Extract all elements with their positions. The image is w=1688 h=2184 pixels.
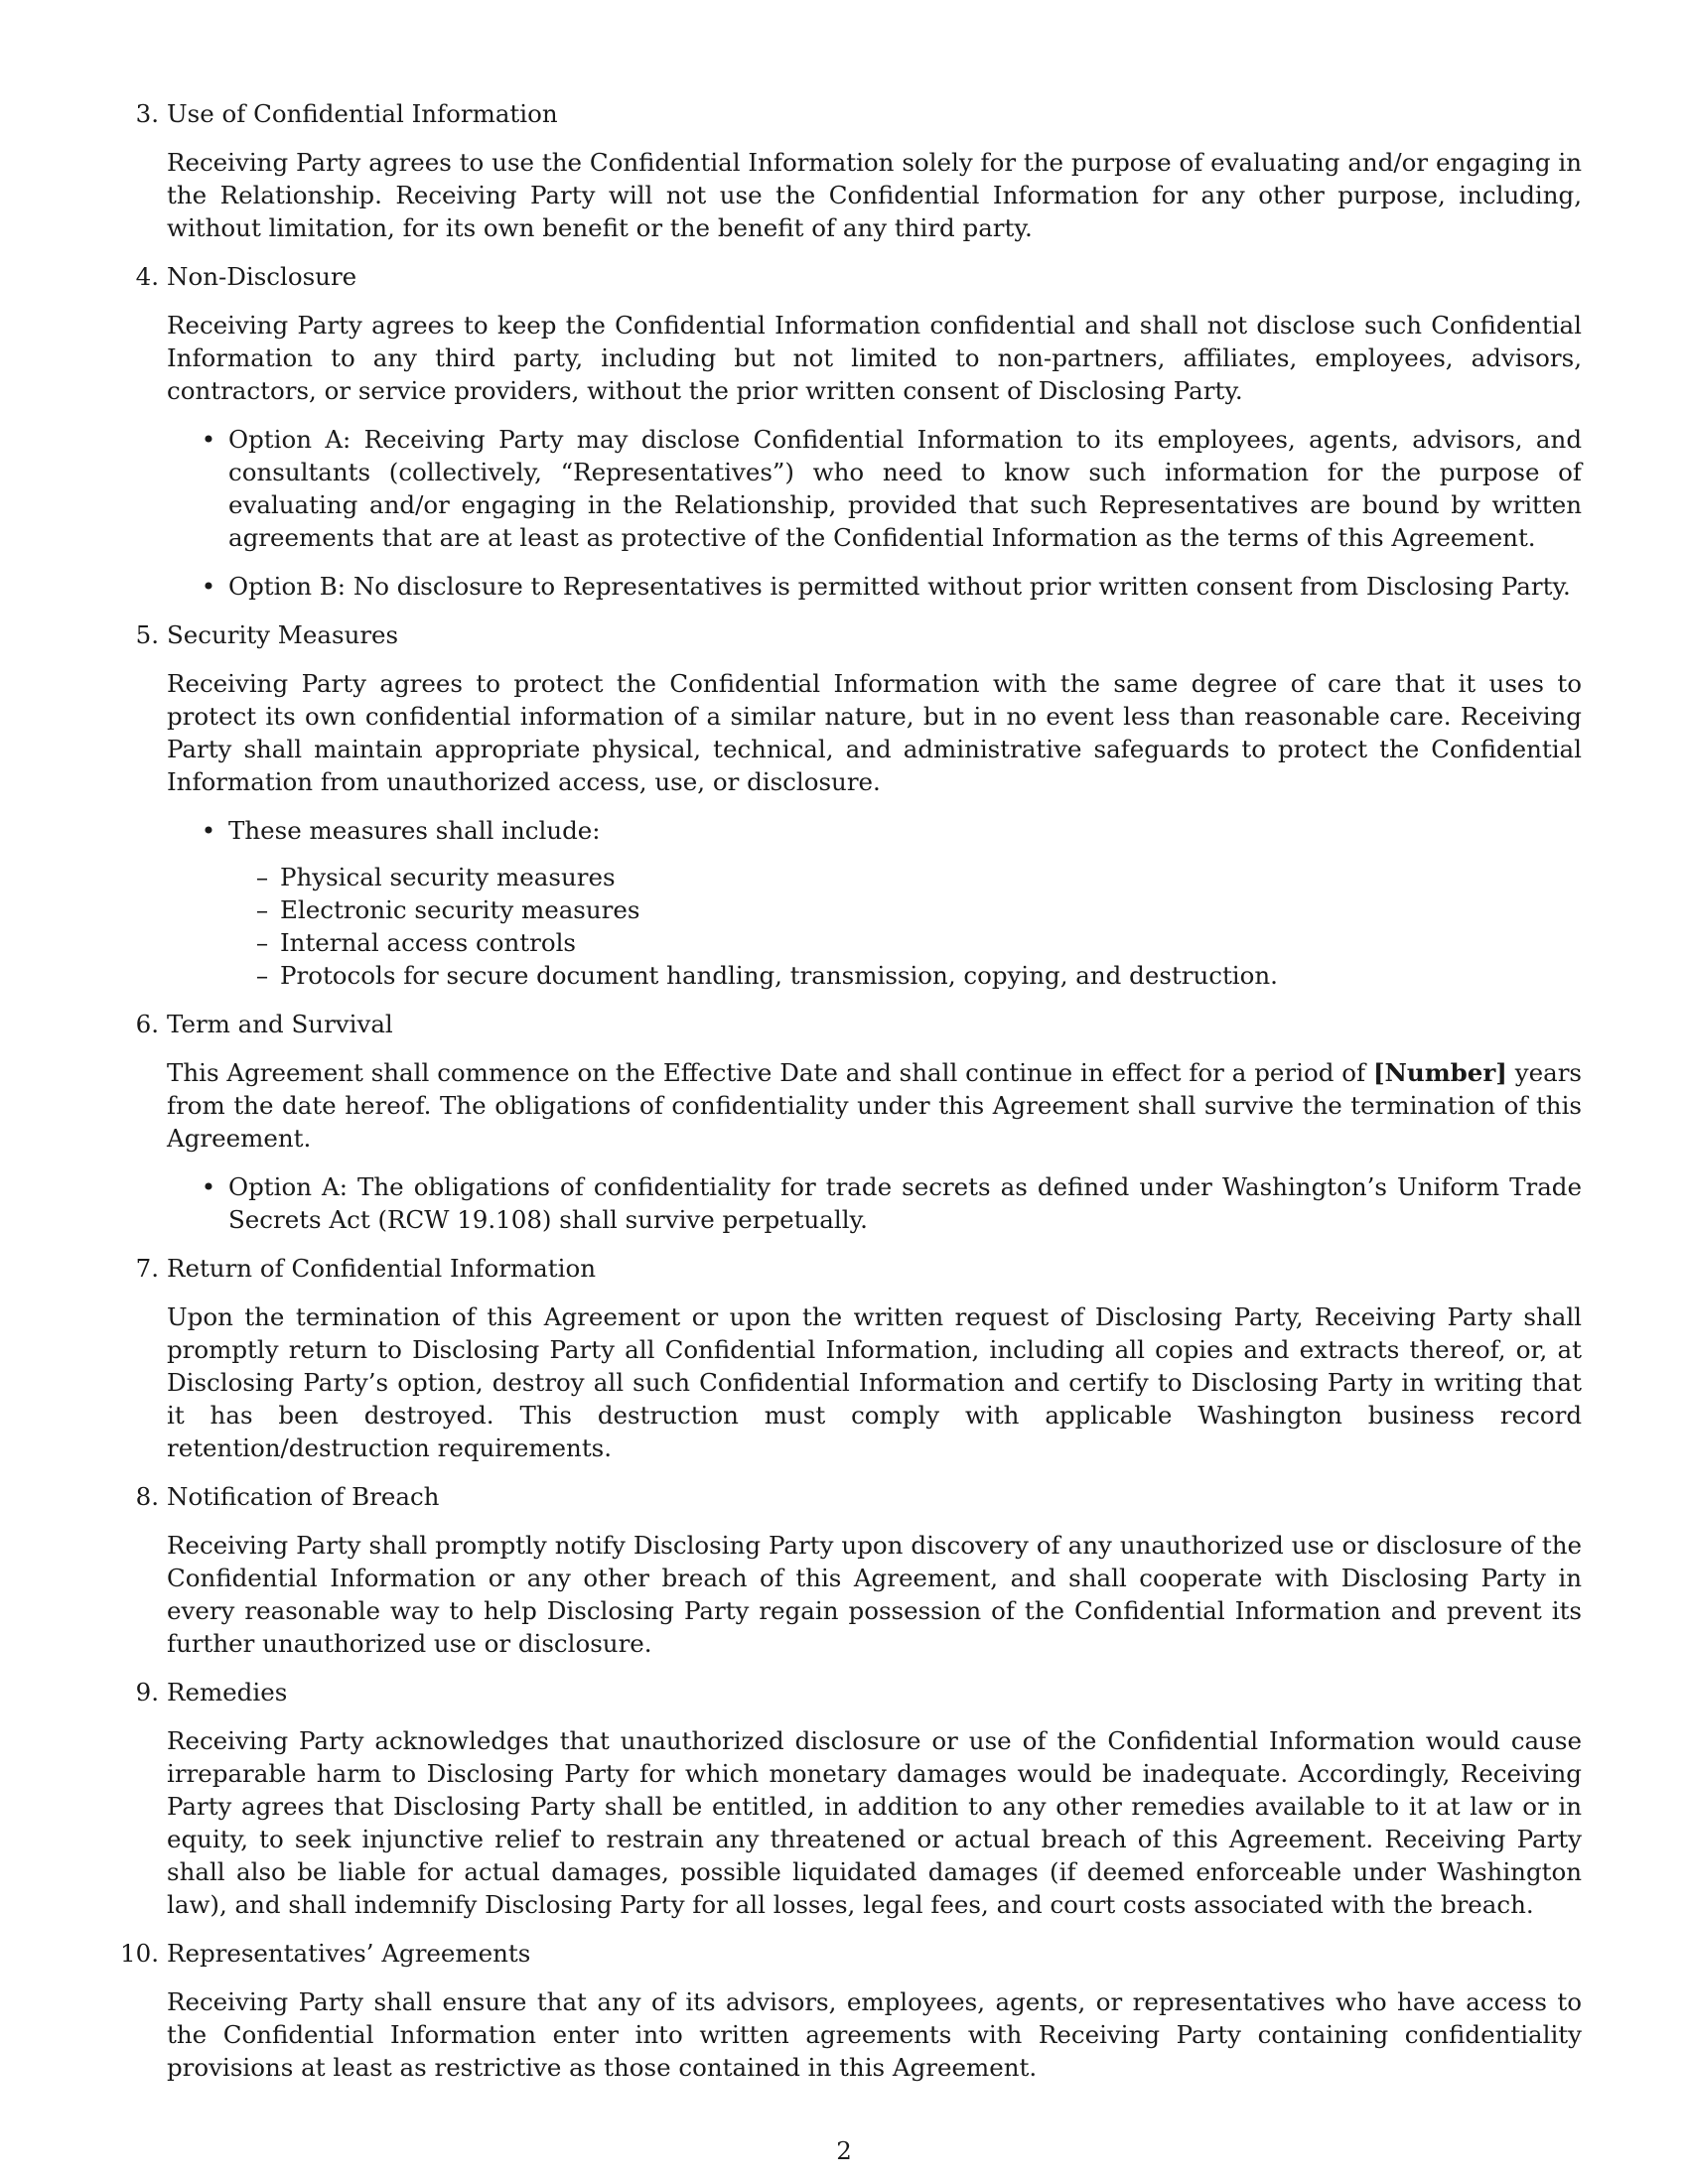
section-paragraph: Upon the termination of this Agreement or upon the written request of Disclosing Party, Receiving Party shall promptly return to Disclosing Party all Confidential Information, including all copies and extracts thereof, or, at Disclosing Party’s option, destroy all such Confidential Information and certify to Disclosing Party in writing that it has been destroyed. This destruction must comply with applicable Washington business record retention/destruction requirements. xyxy=(167,1302,1582,1462)
section-title: Return of Confidential Information xyxy=(167,1254,596,1283)
sub-bullet-text: Internal access controls xyxy=(280,928,576,957)
section-paragraph: Receiving Party agrees to keep the Confidential Information confidential and shall not disclose such Confidential Information to any third party, including but not limited to non-partners, affiliates, employees, advisors, contractors, or service providers, without the prior written consent of Disclosing Party. xyxy=(167,311,1582,405)
bullet-list xyxy=(167,423,1582,603)
section-8 xyxy=(135,1480,1582,1660)
section-title: Use of Confidential Information xyxy=(167,99,558,128)
sub-bullet-text: Protocols for secure document handling, transmission, copying, and destruction. xyxy=(280,961,1278,990)
section-title: Remedies xyxy=(167,1678,288,1706)
section-title: Representatives’ Agreements xyxy=(167,1939,531,1968)
bullet-text: Option B: No disclosure to Representatives is permitted without prior written consent from Disclosing Party. xyxy=(228,572,1571,601)
bullet-list xyxy=(167,814,1582,992)
section-heading xyxy=(135,1480,1582,1513)
sub-bullet-item xyxy=(255,861,1582,893)
section-paragraph: Receiving Party shall ensure that any of its advisors, employees, agents, or representatives who have access to the Confidential Information enter into written agreements with Receiving Party containing confidentiality provisions at least as restrictive as those contained in this Agreement. xyxy=(167,1987,1582,2082)
section-heading xyxy=(135,1252,1582,1285)
document-body xyxy=(120,97,1582,2100)
section-number: 3. xyxy=(135,99,159,128)
bullet-marker: • xyxy=(201,425,216,454)
section-4 xyxy=(135,260,1582,603)
number-placeholder: [Number] xyxy=(1372,1058,1507,1087)
section-9 xyxy=(135,1676,1582,1921)
sub-bullet-list xyxy=(228,861,1582,992)
section-number: 8. xyxy=(135,1482,159,1511)
dash-marker: – xyxy=(255,863,269,891)
section-heading xyxy=(135,97,1582,130)
bullet-item xyxy=(201,423,1582,554)
section-number: 7. xyxy=(135,1254,159,1283)
paragraph-text: years from the date hereof. The obligations of confidentiality under this Agreement shall survive the termination of this Agreement. xyxy=(167,1058,1582,1153)
section-number: 10. xyxy=(120,1939,159,1968)
section-5 xyxy=(135,618,1582,992)
bullet-list xyxy=(167,1170,1582,1236)
dash-marker: – xyxy=(255,895,269,924)
section-title: Notification of Breach xyxy=(167,1482,440,1511)
section-6 xyxy=(135,1008,1582,1236)
section-title: Security Measures xyxy=(167,620,399,649)
section-paragraph: Receiving Party shall promptly notify Disclosing Party upon discovery of any unauthorized use or disclosure of the Confidential Information or any other breach of this Agreement, and shall cooperate with Disclosing Party in every reasonable way to help Disclosing Party regain possession of the Confidential Information and prevent its further unauthorized use or disclosure. xyxy=(167,1531,1582,1658)
dash-marker: – xyxy=(255,928,269,957)
bullet-text: These measures shall include: xyxy=(228,816,601,845)
page-number: 2 xyxy=(836,2136,852,2165)
section-3 xyxy=(135,97,1582,244)
section-number: 4. xyxy=(135,262,159,291)
section-title: Non-Disclosure xyxy=(167,262,357,291)
bullet-text: Option A: Receiving Party may disclose Confidential Information to its employees, agents, advisors, and consultants (collectively, “Representatives”) who need to know such information for the purpose of evaluating and/or engaging in the Relationship, provided that such Representatives are bound by written agreements that are at least as protective of the Confidential Information as the terms of this Agreement. xyxy=(228,425,1582,552)
sub-bullet-item xyxy=(255,926,1582,959)
section-7 xyxy=(135,1252,1582,1464)
section-paragraph xyxy=(167,1056,1582,1155)
section-paragraph: Receiving Party agrees to use the Confidential Information solely for the purpose of evaluating and/or engaging in the Relationship. Receiving Party will not use the Confidential Information for any other purpose, including, without limitation, for its own benefit or the benefit of any third party. xyxy=(167,148,1582,242)
sub-bullet-text: Electronic security measures xyxy=(280,895,640,924)
section-heading xyxy=(135,1008,1582,1040)
bullet-marker: • xyxy=(201,572,216,601)
section-paragraph: Receiving Party agrees to protect the Confidential Information with the same degree of care that it uses to protect its own confidential information of a similar nature, but in no event less than reasonable care. Receiving Party shall maintain appropriate physical, technical, and administrative safeguards to protect the Confidential Information from unauthorized access, use, or disclosure. xyxy=(167,669,1582,796)
section-heading xyxy=(120,1937,1582,1970)
sub-bullet-text: Physical security measures xyxy=(280,863,616,891)
section-10 xyxy=(120,1937,1582,2084)
bullet-item xyxy=(201,1170,1582,1236)
bullet-marker: • xyxy=(201,816,216,845)
section-paragraph: Receiving Party acknowledges that unauthorized disclosure or use of the Confidential Information would cause irreparable harm to Disclosing Party for which monetary damages would be inadequate. Accordingly, Receiving Party agrees that Disclosing Party shall be entitled, in addition to any other remedies available to it at law or in equity, to seek injunctive relief to restrain any threatened or actual breach of this Agreement. Receiving Party shall also be liable for actual damages, possible liquidated damages (if deemed enforceable under Washington law), and shall indemnify Disclosing Party for all losses, legal fees, and court costs associated with the breach. xyxy=(167,1726,1582,1919)
section-heading xyxy=(135,1676,1582,1708)
section-number: 5. xyxy=(135,620,159,649)
bullet-item xyxy=(201,570,1582,603)
section-number: 9. xyxy=(135,1678,159,1706)
dash-marker: – xyxy=(255,961,269,990)
sub-bullet-item xyxy=(255,893,1582,926)
bullet-item xyxy=(201,814,1582,992)
bullet-text: Option A: The obligations of confidentiality for trade secrets as defined under Washington’s Uniform Trade Secrets Act (RCW 19.108) shall survive perpetually. xyxy=(228,1172,1582,1234)
section-heading xyxy=(135,618,1582,651)
sub-bullet-item xyxy=(255,959,1582,992)
section-title: Term and Survival xyxy=(167,1010,393,1038)
section-number: 6. xyxy=(135,1010,159,1038)
bullet-marker: • xyxy=(201,1172,216,1201)
section-heading xyxy=(135,260,1582,293)
paragraph-text: This Agreement shall commence on the Effective Date and shall continue in effect for a period of xyxy=(167,1058,1373,1087)
